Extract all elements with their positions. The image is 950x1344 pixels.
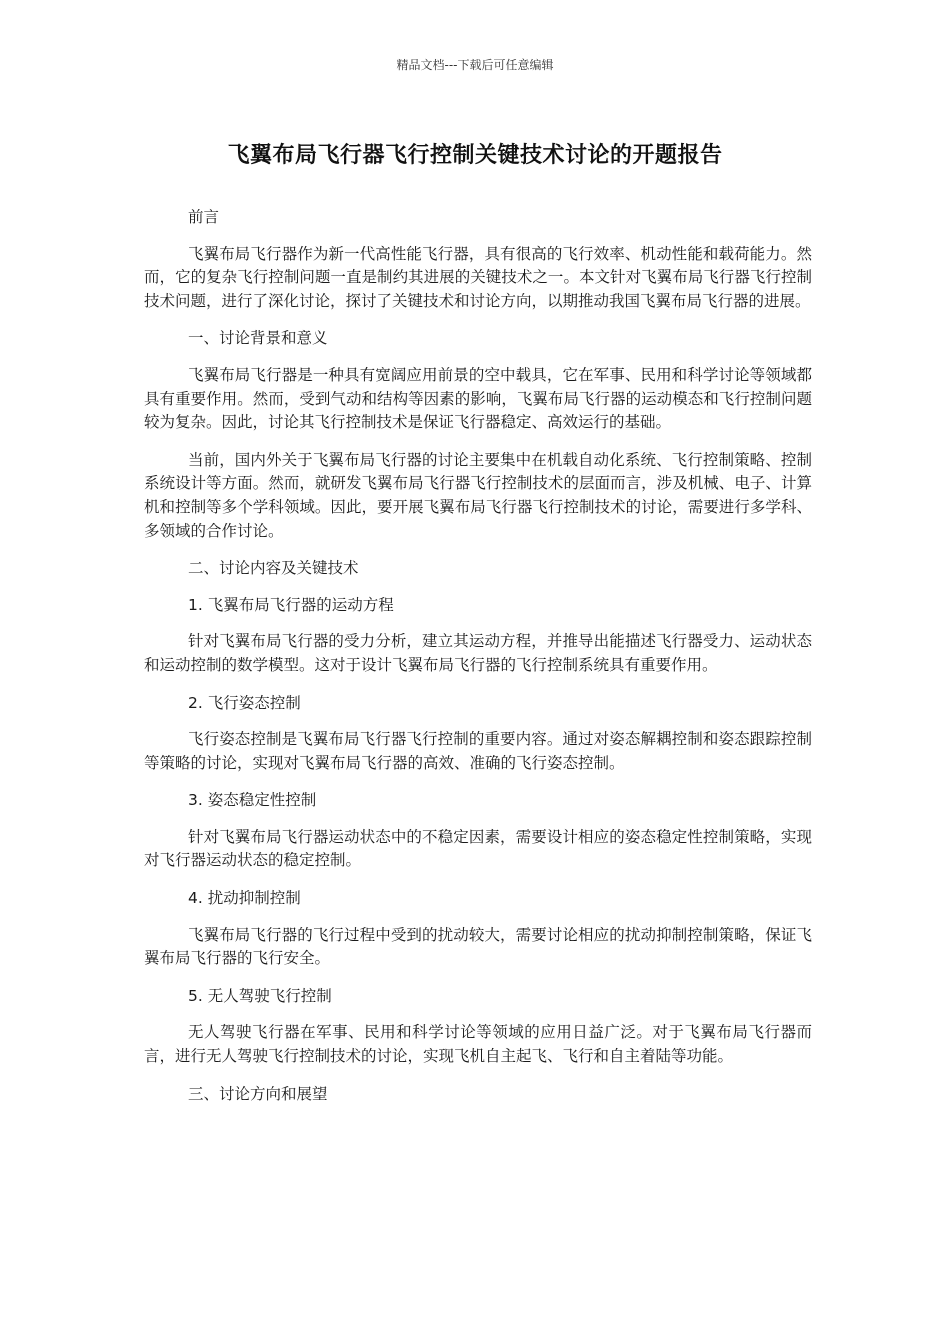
paragraph-background-1: 飞翼布局飞行器是一种具有宽阔应用前景的空中载具，它在军事、民用和科学讨论等领域都具有重要作用。然而，受到气动和结构等因素的影响，飞翼布局飞行器的运动模态和飞行控制问题较为复杂。因此，讨论其飞行控制技术是保证飞行器稳定、高效运行的基础。 [144,365,812,432]
subheading-disturbance-rejection: 4. 扰动抑制控制 [188,889,301,908]
paragraph-attitude-control: 飞行姿态控制是飞翼布局飞行器飞行控制的重要内容。通过对姿态解耦控制和姿态跟踪控制等策略的讨论，实现对飞翼布局飞行器的高效、准确的飞行姿态控制。 [144,730,812,772]
paragraph-unmanned-control: 无人驾驶飞行器在军事、民用和科学讨论等领域的应用日益广泛。对于飞翼布局飞行器而言，进行无人驾驶飞行控制技术的讨论，实现飞机自主起飞、飞行和自主着陆等功能。 [144,1023,812,1066]
paragraph-stability-control: 针对飞翼布局飞行器运动状态中的不稳定因素，需要设计相应的姿态稳定性控制策略，实现对飞行器运动状态的稳定控制。 [144,827,812,870]
section-heading-content: 二、讨论内容及关键技术 [188,559,359,578]
section-heading-outlook: 三、讨论方向和展望 [188,1084,328,1103]
page-header: 精品文档---下载后可任意编辑 [396,58,554,72]
subheading-attitude-control: 2. 飞行姿态控制 [188,693,301,712]
document-title: 飞翼布局飞行器飞行控制关键技术讨论的开题报告 [227,143,723,168]
subheading-motion-equation: 1. 飞翼布局飞行器的运动方程 [188,595,394,614]
section-heading-preface: 前言 [188,208,220,226]
paragraph-motion-equation: 针对飞翼布局飞行器的受力分析，建立其运动方程，并推导出能描述飞行器受力、运动状态和运动控制的数学模型。这对于设计飞翼布局飞行器的飞行控制系统具有重要作用。 [144,632,812,674]
paragraph-disturbance-rejection: 飞翼布局飞行器的飞行过程中受到的扰动较大，需要讨论相应的扰动抑制控制策略，保证飞翼布局飞行器的飞行安全。 [144,925,812,968]
document-body [144,206,812,1119]
subheading-unmanned-control: 5. 无人驾驶飞行控制 [188,986,332,1005]
paragraph-background-2: 当前，国内外关于飞翼布局飞行器的讨论主要集中在机载自动化系统、飞行控制策略、控制系统设计等方面。然而，就研发飞翼布局飞行器飞行控制技术的层面而言，涉及机械、电子、计算机和控制等多个学科领域。因此，要开展飞翼布局飞行器飞行控制技术的讨论，需要进行多学科、多领域的合作讨论。 [144,450,812,540]
section-heading-background: 一、讨论背景和意义 [188,329,328,348]
subheading-stability-control: 3. 姿态稳定性控制 [188,791,317,810]
paragraph-preface: 飞翼布局飞行器作为新一代高性能飞行器，具有很高的飞行效率、机动性能和载荷能力。然而，它的复杂飞行控制问题一直是制约其进展的关键技术之一。本文针对飞翼布局飞行器飞行控制技术问题，进行了深化讨论，探讨了关键技术和讨论方向，以期推动我国飞翼布局飞行器的进展。 [144,244,812,310]
